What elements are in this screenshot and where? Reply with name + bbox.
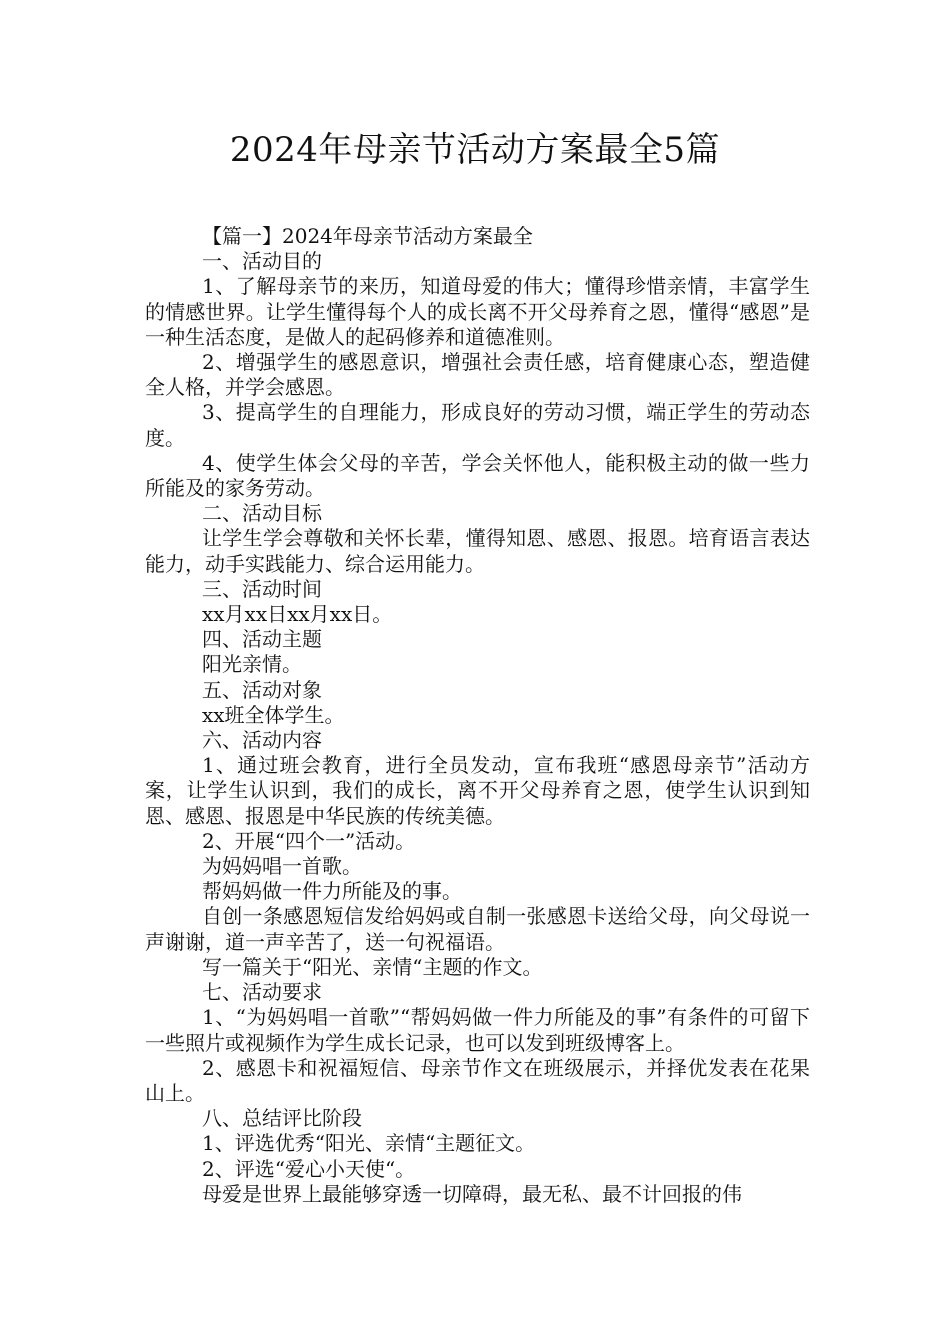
paragraph: 阳光亲情。 [202, 652, 302, 677]
section-heading: 四、活动主题 [202, 627, 322, 652]
section-heading: 二、活动目标 [202, 501, 322, 526]
section-heading: 【篇一】2024年母亲节活动方案最全 [202, 224, 533, 248]
paragraph: xx月xx日xx月xx日。 [202, 602, 393, 627]
paragraph: 帮妈妈做一件力所能及的事。 [202, 879, 462, 904]
paragraph: 1、通过班会教育，进行全员发动，宣布我班“感恩母亲节”活动方案，让学生认识到，我们的成长，离不开父母养育之恩，使学生认识到知恩、感恩、报恩是中华民族的传统美德。 [145, 753, 810, 828]
section-heading: 五、活动对象 [202, 677, 322, 702]
paragraph: 1、了解母亲节的来历，知道母爱的伟大；懂得珍惜亲情，丰富学生的情感世界。让学生懂得每个人的成长离不开父母养育之恩，懂得“感恩”是一种生活态度，是做人的起码修养和道德准则。 [145, 274, 810, 349]
paragraph: 写一篇关于“阳光、亲情“主题的作文。 [202, 954, 543, 979]
paragraph: 1、“为妈妈唱一首歌”“帮妈妈做一件力所能及的事”有条件的可留下一些照片或视频作为学生成长记录，也可以发到班级博客上。 [145, 1005, 810, 1055]
paragraph: 2、感恩卡和祝福短信、母亲节作文在班级展示，并择优发表在花果山上。 [145, 1055, 810, 1105]
paragraph: 母爱是世界上最能够穿透一切障碍，最无私、最不计回报的伟 [202, 1181, 742, 1206]
paragraph: 3、提高学生的自理能力，形成良好的劳动习惯，端正学生的劳动态度。 [145, 400, 810, 450]
section-heading: 六、活动内容 [202, 728, 322, 753]
paragraph: 自创一条感恩短信发给妈妈或自制一张感恩卡送给父母，向父母说一声谢谢，道一声辛苦了，送一句祝福语。 [145, 904, 810, 954]
section-heading: 三、活动时间 [202, 576, 322, 601]
paragraph: 4、使学生体会父母的辛苦，学会关怀他人，能积极主动的做一些力所能及的家务劳动。 [145, 450, 810, 501]
section-heading: 七、活动要求 [202, 980, 322, 1005]
paragraph: 1、评选优秀“阳光、亲情“主题征文。 [202, 1131, 536, 1156]
paragraph: 为妈妈唱一首歌。 [202, 854, 362, 879]
section-heading: 一、活动目的 [202, 249, 322, 274]
section-heading: 八、总结评比阶段 [202, 1106, 362, 1131]
paragraph: xx班全体学生。 [202, 702, 345, 727]
paragraph: 2、增强学生的感恩意识，增强社会责任感，培育健康心态，塑造健全人格，并学会感恩。 [145, 350, 810, 400]
paragraph: 2、评选“爱心小天使“。 [202, 1156, 416, 1181]
paragraph: 让学生学会尊敬和关怀长辈，懂得知恩、感恩、报恩。培育语言表达能力，动手实践能力、综合运用能力。 [145, 526, 810, 576]
document-body [145, 224, 810, 1207]
document-title: 2024年母亲节活动方案最全5篇 [229, 130, 721, 170]
paragraph: 2、开展“四个一”活动。 [202, 828, 416, 853]
